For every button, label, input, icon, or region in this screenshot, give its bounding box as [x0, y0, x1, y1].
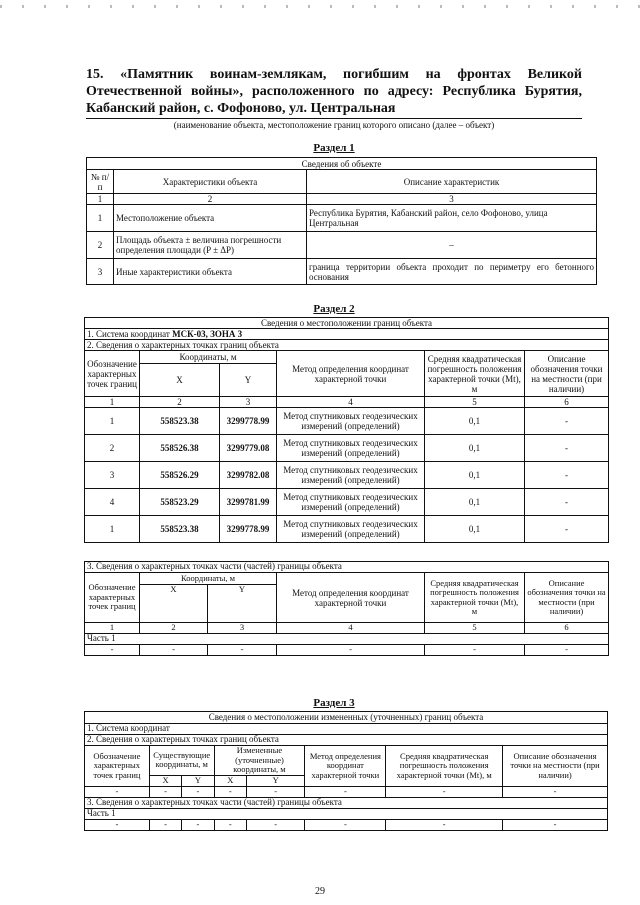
method: Метод спутниковых геодезических измерений (определений) — [277, 462, 425, 489]
section2-table-title: Сведения о местоположении границ объекта — [85, 318, 609, 329]
section1-table — [86, 157, 597, 285]
index-cell: 3 — [307, 194, 597, 205]
mean-error: 0,1 — [425, 516, 525, 543]
points-label: 2. Сведения о характерных точках границ объекта — [85, 340, 609, 351]
index-cell: 2 — [140, 397, 220, 408]
part-name: Часть 1 — [85, 634, 609, 645]
col-header-designation: Обозначение характерных точек границ — [85, 573, 140, 623]
col-header-y: Y — [182, 775, 214, 786]
coord-y: 3299779.08 — [220, 435, 277, 462]
col-header-existing-coordinates: Существующие координаты, м — [149, 746, 214, 776]
row-description: – — [307, 232, 597, 259]
point-description: - — [525, 408, 609, 435]
empty-cell: - — [182, 819, 214, 830]
index-cell: 5 — [425, 397, 525, 408]
point-number: 1 — [85, 408, 140, 435]
empty-cell: - — [525, 645, 609, 656]
index-cell: 1 — [85, 397, 140, 408]
col-header-y: Y — [247, 775, 305, 786]
empty-cell: - — [85, 819, 150, 830]
col-header-error: Средняя квадратическая погрешность положения характерной точки (Mt), м — [425, 351, 525, 397]
point-number: 4 — [85, 489, 140, 516]
coordinate-system-label: 1. Система координат — [87, 329, 173, 339]
method: Метод спутниковых геодезических измерений (определений) — [277, 408, 425, 435]
empty-cell: - — [503, 786, 608, 797]
row-description: Республика Бурятия, Кабанский район, село Фофоново, улица Центральная — [307, 205, 597, 232]
point-description: - — [525, 516, 609, 543]
title-underline — [86, 118, 582, 119]
col-header-designation: Обозначение характерных точек границ — [85, 746, 150, 787]
col-header-coordinates: Координаты, м — [140, 351, 277, 364]
empty-cell: - — [305, 786, 386, 797]
table-row — [87, 232, 597, 259]
table-row — [85, 462, 609, 489]
empty-cell: - — [386, 786, 503, 797]
col-header-coordinates: Координаты, м — [140, 573, 277, 585]
coordinate-system-value: МСК-03, ЗОНА 3 — [172, 329, 243, 339]
row-number: 3 — [87, 259, 114, 285]
method: Метод спутниковых геодезических измерений (определений) — [277, 516, 425, 543]
coord-x: 558523.38 — [140, 516, 220, 543]
row-description: граница территории объекта проходит по периметру его бетонного основания — [307, 259, 597, 285]
row-characteristic: Площадь объекта ± величина погрешности определения площади (P ± ΔP) — [114, 232, 307, 259]
col-header-description: Описание обозначения точки на местности (при наличии) — [503, 746, 608, 787]
index-cell: 1 — [85, 623, 140, 634]
row-characteristic: Иные характеристики объекта — [114, 259, 307, 285]
object-title: 15. «Памятник воинам-землякам, погибшим на фронтах Великой Отечественной войны», расположенного по адресу: Республика Бурятия, Кабанский район, с. Фофоново, ул. Центральная — [86, 67, 582, 116]
table-row — [85, 408, 609, 435]
empty-cell: - — [182, 786, 214, 797]
coord-y: 3299782.08 — [220, 462, 277, 489]
point-number: 2 — [85, 435, 140, 462]
col-header-y: Y — [220, 364, 277, 397]
table-row — [87, 259, 597, 285]
section2-parts-table — [84, 561, 609, 656]
coord-y: 3299781.99 — [220, 489, 277, 516]
coordinate-system: 1. Система координат — [85, 724, 608, 735]
coordinate-system — [85, 329, 609, 340]
mean-error: 0,1 — [425, 462, 525, 489]
index-cell: 6 — [525, 397, 609, 408]
col-header-designation: Обозначение характерных точек границ — [85, 351, 140, 397]
col-header-method: Метод определения координат характерной точки — [305, 746, 386, 787]
title-caption: (наименование объекта, местоположение границ которого описано (далее – объект) — [173, 120, 495, 130]
section2-title: Раздел 2 — [313, 303, 355, 315]
col-header-error: Средняя квадратическая погрешность положения характерной точки (Mt), м — [425, 573, 525, 623]
section2-table — [84, 317, 609, 543]
index-cell: 3 — [220, 397, 277, 408]
empty-cell: - — [85, 786, 150, 797]
table-row — [85, 819, 608, 830]
col-header-x: X — [140, 364, 220, 397]
mean-error: 0,1 — [425, 408, 525, 435]
coord-x: 558526.38 — [140, 435, 220, 462]
index-cell: 4 — [277, 623, 425, 634]
empty-cell: - — [305, 819, 386, 830]
coord-x: 558526.29 — [140, 462, 220, 489]
empty-cell: - — [247, 786, 305, 797]
section3-table-title: Сведения о местоположении измененных (уточненных) границ объекта — [85, 712, 608, 724]
mean-error: 0,1 — [425, 435, 525, 462]
section3-table — [84, 711, 608, 831]
row-number: 2 — [87, 232, 114, 259]
index-cell: 3 — [208, 623, 277, 634]
col-header-x: X — [149, 775, 181, 786]
col-header-y: Y — [208, 585, 277, 623]
scan-artifact — [0, 5, 640, 8]
coord-y: 3299778.99 — [220, 516, 277, 543]
empty-cell: - — [149, 819, 181, 830]
part-name: Часть 1 — [85, 808, 608, 819]
col-header-method: Метод определения координат характерной точки — [277, 351, 425, 397]
empty-cell: - — [208, 645, 277, 656]
empty-cell: - — [425, 645, 525, 656]
index-cell: 5 — [425, 623, 525, 634]
point-description: - — [525, 489, 609, 516]
col-header-description: Описание характеристик — [307, 170, 597, 194]
table-row — [87, 205, 597, 232]
coord-x: 558523.38 — [140, 408, 220, 435]
col-header-method: Метод определения координат характерной точки — [277, 573, 425, 623]
point-description: - — [525, 462, 609, 489]
index-cell: 4 — [277, 397, 425, 408]
point-number: 1 — [85, 516, 140, 543]
table-row — [85, 489, 609, 516]
empty-cell: - — [277, 645, 425, 656]
table-row — [85, 786, 608, 797]
empty-cell: - — [140, 645, 208, 656]
index-cell: 1 — [87, 194, 114, 205]
empty-cell: - — [214, 819, 246, 830]
empty-cell: - — [149, 786, 181, 797]
method: Метод спутниковых геодезических измерений (определений) — [277, 435, 425, 462]
points-label: 2. Сведения о характерных точках границ объекта — [85, 735, 608, 746]
section1-table-title: Сведения об объекте — [87, 158, 597, 170]
col-header-characteristic: Характеристики объекта — [114, 170, 307, 194]
table-row — [85, 435, 609, 462]
col-header-x: X — [214, 775, 246, 786]
row-characteristic: Местоположение объекта — [114, 205, 307, 232]
section3-title: Раздел 3 — [313, 697, 355, 709]
col-header-changed-coordinates: Измененные (уточненные) координаты, м — [214, 746, 305, 776]
point-number: 3 — [85, 462, 140, 489]
col-header-num: № п/п — [87, 170, 114, 194]
coord-y: 3299778.99 — [220, 408, 277, 435]
empty-cell: - — [503, 819, 608, 830]
parts-label: 3. Сведения о характерных точках части (частей) границы объекта — [85, 797, 608, 808]
table-row — [85, 516, 609, 543]
page-number: 29 — [315, 886, 325, 897]
empty-cell: - — [214, 786, 246, 797]
coord-x: 558523.29 — [140, 489, 220, 516]
col-header-x: X — [140, 585, 208, 623]
row-number: 1 — [87, 205, 114, 232]
point-description: - — [525, 435, 609, 462]
section1-title: Раздел 1 — [313, 142, 355, 154]
empty-cell: - — [247, 819, 305, 830]
index-cell: 2 — [140, 623, 208, 634]
col-header-description: Описание обозначения точки на местности (при наличии) — [525, 573, 609, 623]
method: Метод спутниковых геодезических измерений (определений) — [277, 489, 425, 516]
mean-error: 0,1 — [425, 489, 525, 516]
col-header-description: Описание обозначения точки на местности (при наличии) — [525, 351, 609, 397]
parts-label: 3. Сведения о характерных точках части (частей) границы объекта — [85, 562, 609, 573]
table-row — [85, 645, 609, 656]
empty-cell: - — [386, 819, 503, 830]
index-cell: 2 — [114, 194, 307, 205]
empty-cell: - — [85, 645, 140, 656]
col-header-error: Средняя квадратическая погрешность положения характерной точки (Mt), м — [386, 746, 503, 787]
index-cell: 6 — [525, 623, 609, 634]
